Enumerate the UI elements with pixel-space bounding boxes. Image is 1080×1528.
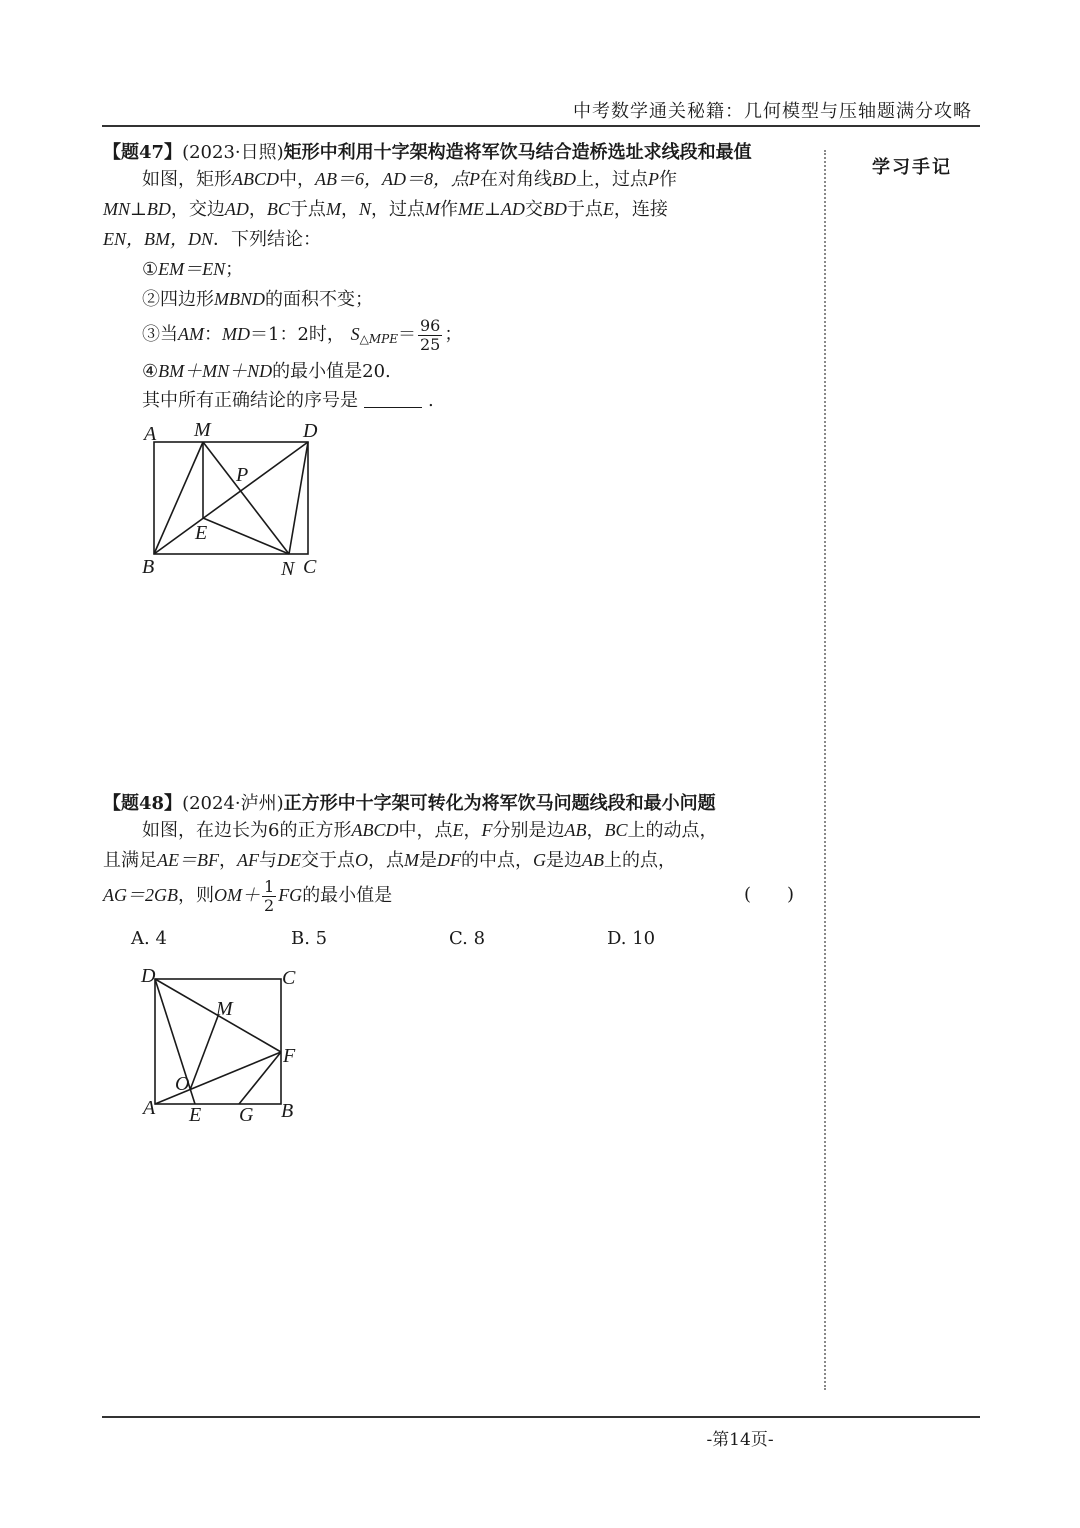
q48-label-c: C (282, 967, 296, 989)
q48-text: ， (463, 820, 482, 841)
q47-text: ， (340, 199, 359, 220)
q47-text: ，交边 (170, 199, 225, 220)
q47-math: AD＝8，点 (382, 169, 469, 189)
q47-label-m: M (194, 419, 211, 441)
q48-math: DE (276, 850, 301, 870)
notes-column-divider (824, 150, 826, 1390)
q47-math: ABCD (232, 169, 279, 189)
q47-line-1 (142, 164, 677, 195)
q48-text: ， (218, 850, 237, 871)
q47-text: ④ (142, 361, 159, 382)
q47-figure (135, 418, 335, 583)
q47-text: 如图，矩形 (142, 169, 232, 190)
q47-math: BD (552, 169, 576, 189)
q48-source: (2024·泸州) (182, 793, 284, 814)
q47-math: BM＋MN＋ND (158, 361, 273, 381)
q48-line-3 (103, 874, 392, 917)
q47-math: N (358, 199, 371, 219)
q47-diagonal-bd (154, 442, 308, 554)
q47-math: AM (178, 324, 204, 344)
q48-answer-paren[interactable]: ( ) (744, 884, 795, 905)
option-a[interactable]: A. 4 (131, 928, 167, 949)
q48-text: 是边 (545, 850, 582, 871)
q47-text: ＝1：2时， (250, 324, 345, 345)
q48-label-g: G (239, 1104, 254, 1126)
q48-text: 上的点， (603, 850, 676, 871)
fraction-numerator: 96 (420, 315, 441, 335)
q48-text: ，点 (367, 850, 404, 871)
q47-text: . (428, 390, 434, 411)
q47-text: ＝ (398, 324, 416, 345)
q47-math: E (602, 199, 614, 219)
q48-fraction (262, 878, 276, 915)
q47-text: ．下列结论： (213, 229, 321, 250)
q47-text: 于点 (289, 199, 326, 220)
q47-text: 在对角线 (480, 169, 552, 190)
q47-conclusion-2 (142, 284, 373, 315)
q47-conclusion-1 (142, 254, 243, 285)
q47-source: (2023·日照) (182, 142, 284, 163)
q47-text: 交 (524, 199, 543, 220)
q48-math: AG＝2GB (103, 885, 178, 905)
q48-label-b: B (281, 1100, 294, 1122)
q47-conclusion-3 (142, 314, 462, 359)
q48-math: AF (236, 850, 259, 870)
q47-math-subscript: △MPE (359, 332, 398, 346)
q47-text: 于点 (566, 199, 603, 220)
q48-math: G (532, 850, 546, 870)
q48-options (131, 928, 731, 954)
q48-label-o: O (175, 1073, 190, 1095)
q47-math: ME⊥AD (457, 199, 525, 219)
option-b[interactable]: B. 5 (291, 928, 328, 949)
q47-math: P (648, 169, 659, 189)
q48-text: ， (586, 820, 605, 841)
q48-text: 如图，在边长为6的正方形 (142, 820, 352, 841)
q47-text: 中， (279, 169, 315, 190)
q47-math: MN⊥BD (103, 199, 171, 219)
fraction-denominator: 2 (264, 895, 275, 915)
q48-title: 正方形中十字架可转化为将军饮马问题线段和最小问题 (283, 793, 716, 814)
q47-text: 作 (439, 199, 458, 220)
q47-label-n: N (281, 558, 295, 580)
q47-text: 的最小值是20. (272, 361, 391, 382)
q47-math: EN，BM，DN (103, 229, 213, 249)
q48-text: ，则 (178, 885, 214, 906)
q48-text: 交于点 (300, 850, 355, 871)
q47-math: M (424, 199, 440, 219)
q47-label-b: B (142, 556, 155, 578)
q48-text: 的最小值是 (302, 885, 393, 906)
q48-segment-fg (239, 1052, 281, 1104)
q47-text: 的面积不变； (265, 289, 373, 310)
q47-text: ； (225, 259, 244, 280)
q48-text: 上的动点， (627, 820, 718, 841)
q47-segment-dn (289, 442, 308, 554)
q47-heading (103, 138, 752, 164)
q48-text: 与 (258, 850, 277, 871)
running-header-title: 中考数学通关秘籍：几何模型与压轴题满分攻略 (573, 101, 972, 122)
q47-text: ，过点 (370, 199, 425, 220)
q47-text: ③当 (142, 324, 178, 345)
q47-segment-mn (203, 442, 289, 554)
q47-question (142, 386, 434, 416)
q48-label-m: M (216, 998, 233, 1020)
q48-math: AB (581, 850, 604, 870)
q47-math: AD (224, 199, 249, 219)
q48-line-2 (103, 845, 676, 876)
q47-label-c: C (303, 556, 317, 578)
q48-text: 是 (418, 850, 437, 871)
q48-figure (135, 960, 315, 1130)
option-d[interactable]: D. 10 (607, 928, 656, 949)
q48-math: O (354, 850, 368, 870)
q47-label-a: A (144, 423, 157, 445)
answer-blank[interactable] (364, 389, 422, 408)
q48-line-1 (142, 815, 717, 846)
q48-math: DF (436, 850, 461, 870)
q48-math: AE＝BF (157, 850, 219, 870)
q47-math: M (325, 199, 341, 219)
footer-rule (102, 1416, 980, 1418)
q48-math: FG (278, 885, 303, 905)
q48-math: OM＋ (214, 885, 260, 905)
q48-label-e: E (189, 1104, 202, 1126)
q48-label-a: A (143, 1097, 156, 1119)
q48-text: 分别是边 (492, 820, 565, 841)
q47-fraction (418, 317, 442, 354)
page-number: -第14页- (706, 1430, 774, 1450)
q48-text: 中，点 (398, 820, 453, 841)
q48-heading (103, 789, 716, 815)
q47-conclusion-4 (142, 356, 391, 387)
q47-math: P (469, 169, 480, 189)
q47-tag: 【题47】 (103, 142, 183, 163)
q48-segment-af (155, 1052, 281, 1104)
header-rule (102, 125, 980, 127)
q48-math: ABCD (351, 820, 399, 840)
q47-math: BC (266, 199, 290, 219)
q47-math: S (350, 324, 360, 344)
q48-math: E (452, 820, 464, 840)
q47-math: EM＝EN (158, 259, 226, 279)
q47-math: AB＝6， (315, 169, 382, 189)
q48-text: 的中点， (460, 850, 533, 871)
q47-text: ： (204, 324, 222, 345)
option-c[interactable]: C. 8 (449, 928, 486, 949)
q47-text: 其中所有正确结论的序号是 (142, 390, 358, 411)
q47-text: ① (142, 259, 159, 280)
fraction-denominator: 25 (420, 334, 441, 354)
q48-label-f: F (283, 1045, 296, 1067)
q47-line-2 (103, 194, 668, 225)
q47-text: ②四边形 (142, 289, 214, 310)
q47-label-p: P (236, 464, 249, 486)
q48-label-d: D (141, 965, 156, 987)
q47-label-d: D (303, 420, 318, 442)
q47-text: ； (444, 324, 463, 345)
q48-math: AB (564, 820, 587, 840)
q47-math: MD (222, 324, 250, 344)
notes-column-label: 学习手记 (872, 157, 952, 178)
q47-text: ，连接 (613, 199, 668, 220)
q47-title: 矩形中利用十字架构造将军饮马结合造桥选址求线段和最值 (283, 142, 752, 163)
q48-math: F (481, 820, 493, 840)
fraction-numerator: 1 (264, 876, 275, 896)
q47-label-e: E (195, 522, 208, 544)
q47-math: BD (542, 199, 567, 219)
q48-text: 且满足 (103, 850, 157, 871)
q47-text: ， (248, 199, 267, 220)
q48-math: M (403, 850, 419, 870)
q48-math: BC (604, 820, 628, 840)
q47-text: 上，过点 (576, 169, 648, 190)
q47-math: MBND (214, 289, 265, 309)
q48-tag: 【题48】 (103, 793, 183, 814)
q47-line-3 (103, 224, 321, 255)
q47-text: 作 (659, 169, 677, 190)
